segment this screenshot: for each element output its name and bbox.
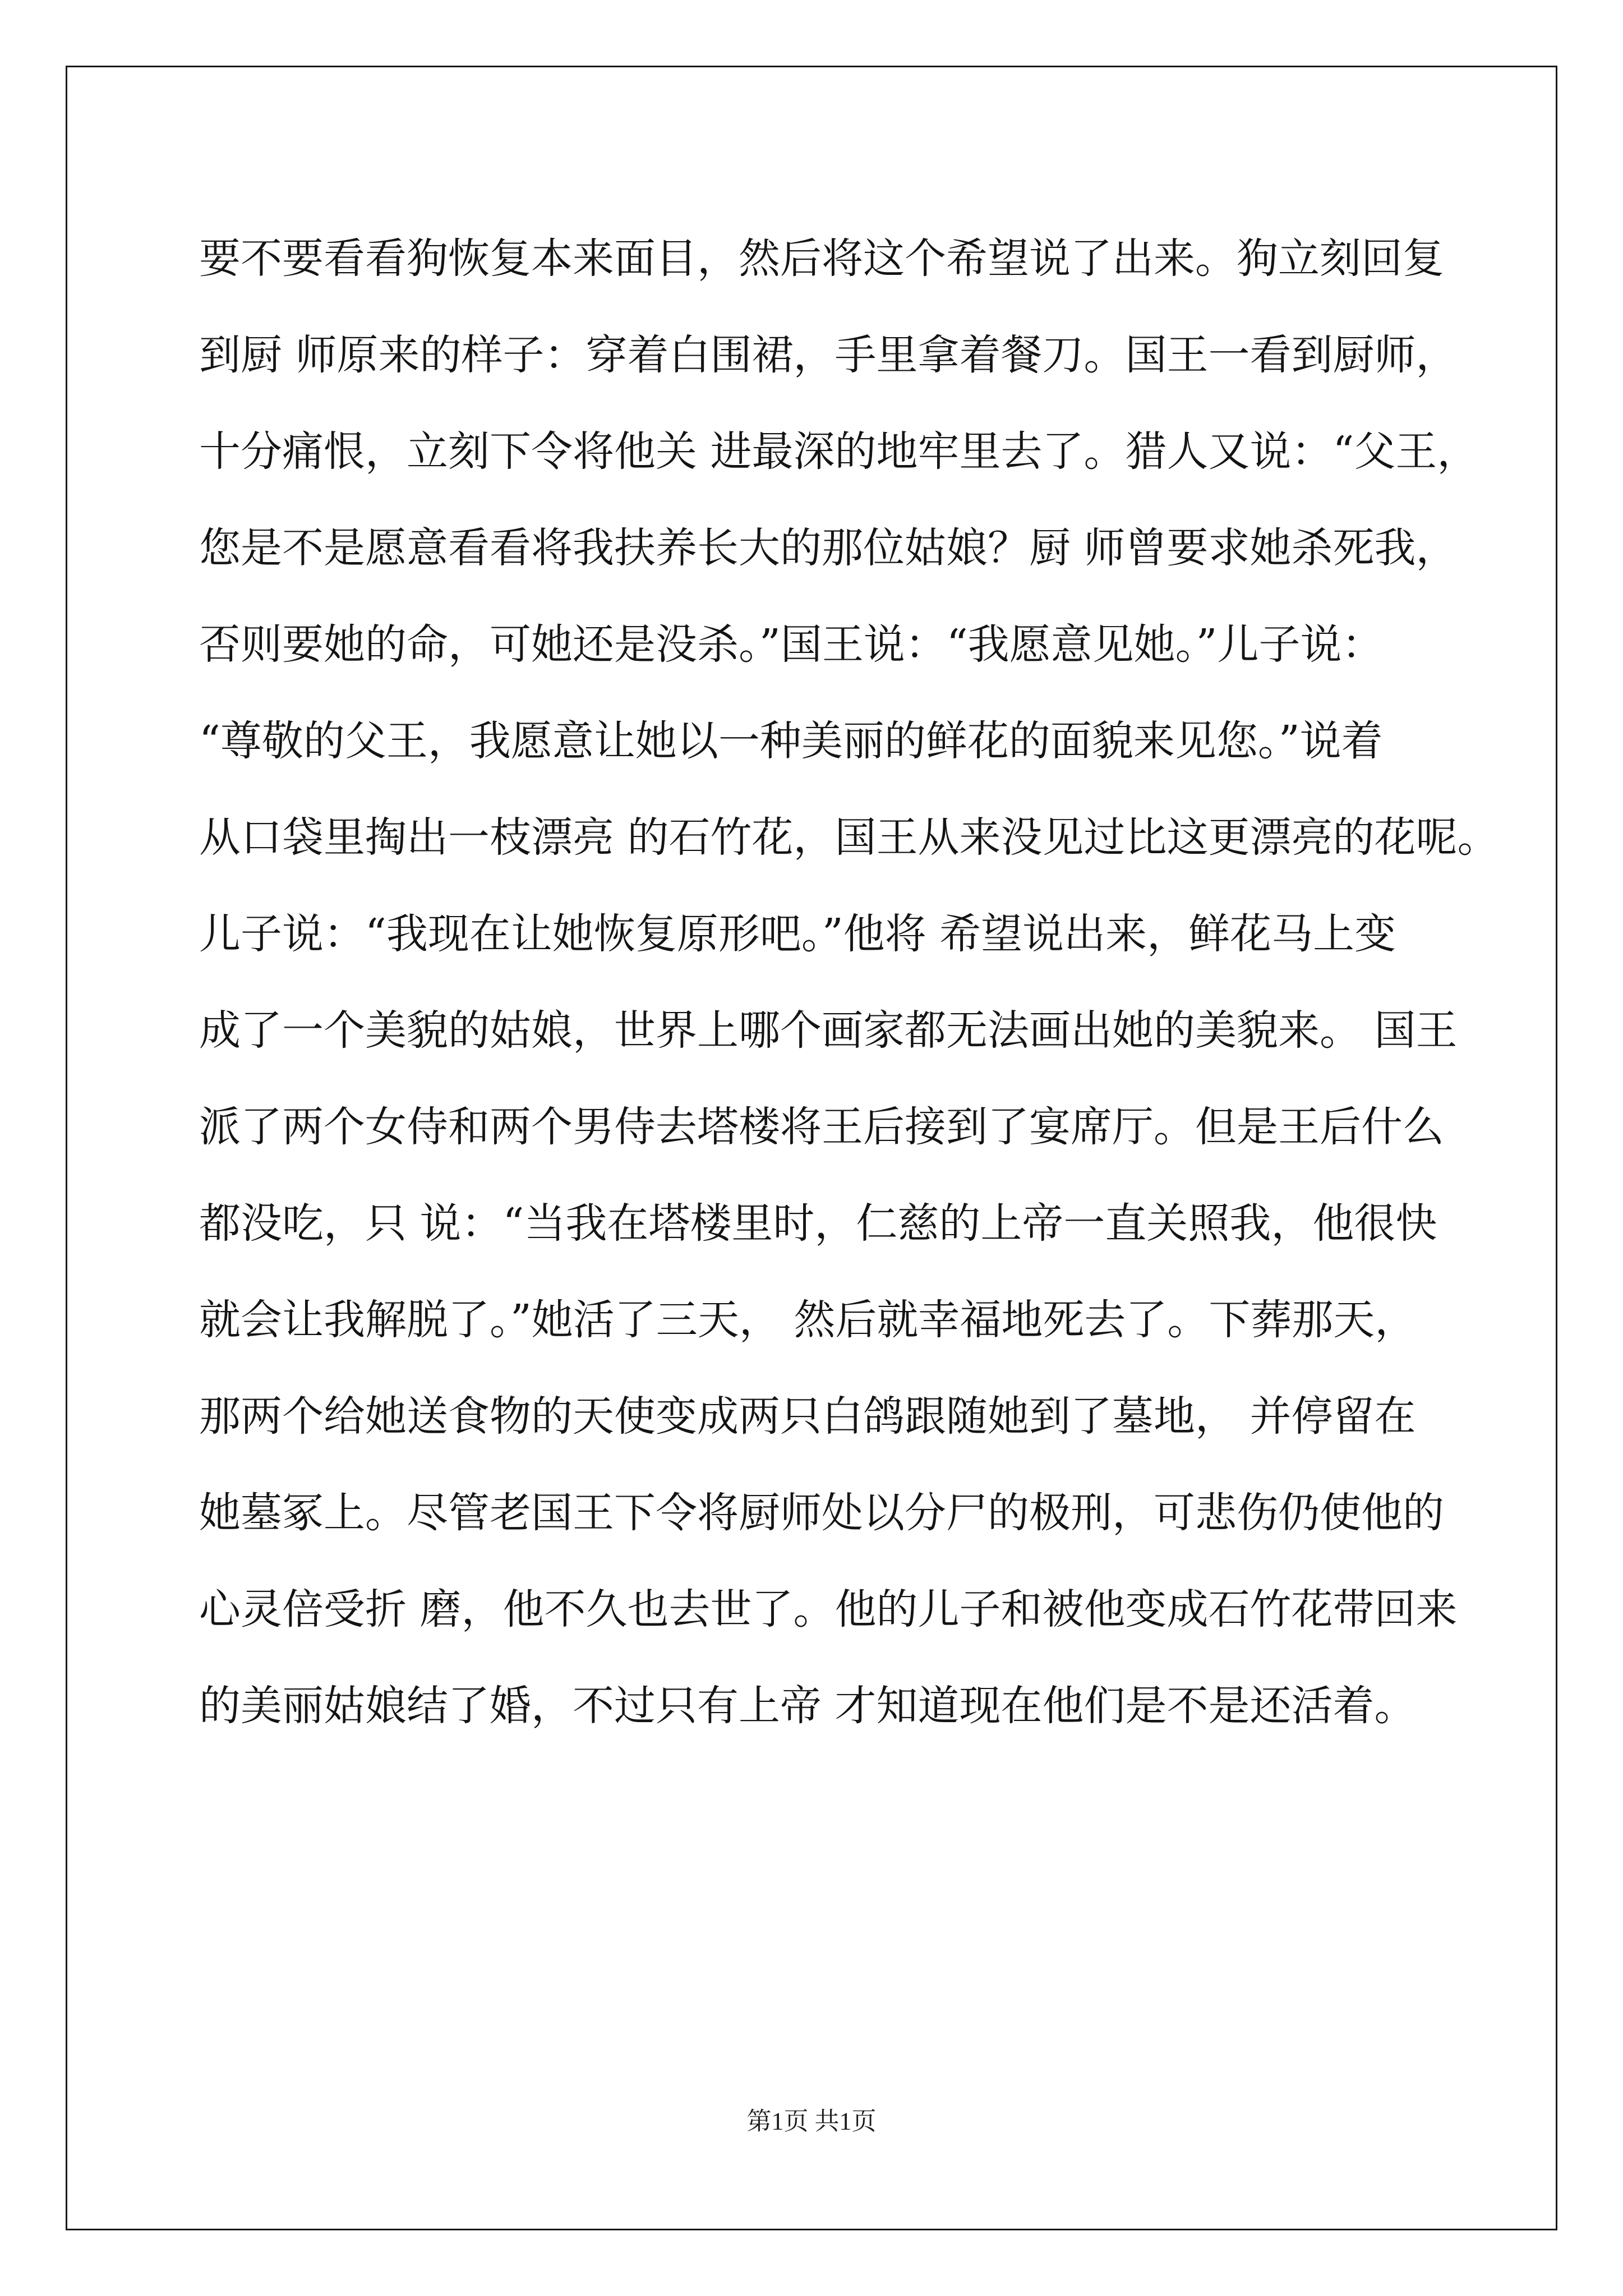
- text-line: 的美丽姑娘结了婚，不过只有上帝 才知道现在他们是不是还活着。: [199, 1682, 1416, 1730]
- text-line: 心灵倍受折 磨，他不久也去世了。他的儿子和被他变成石竹花带回来: [199, 1585, 1458, 1634]
- page-number-footer: 第1页 共1页: [746, 2108, 877, 2135]
- text-line: 成了一个美貌的姑娘，世界上哪个画家都无法画出她的美貌来。 国王: [199, 1006, 1458, 1055]
- text-line: 否则要她的命，可她还是没杀。”国王说：“我愿意见她。”儿子说：: [199, 620, 1384, 669]
- text-line: 派了两个女侍和两个男侍去塔楼将王后接到了宴席厅。但是王后什么: [199, 1103, 1444, 1151]
- text-line: 那两个给她送食物的天使变成两只白鸽跟随她到了墓地， 并停留在: [199, 1392, 1416, 1441]
- text-line: 儿子说：“我现在让她恢复原形吧。”他将 希望说出来，鲜花马上变: [199, 910, 1396, 958]
- text-line: 从口袋里掏出一枝漂亮 的石竹花，国王从来没见过比这更漂亮的花呢。: [199, 813, 1499, 862]
- text-line: “尊敬的父王，我愿意让她以一种美丽的鲜花的面貌来见您。”说着: [199, 717, 1383, 765]
- text-line: 到厨 师原来的样子：穿着白围裙，手里拿着餐刀。国王一看到厨师，: [199, 331, 1458, 379]
- text-line: 要不要看看狗恢复本来面目，然后将这个希望说了出来。狗立刻回复: [199, 234, 1444, 283]
- text-line: 十分痛恨，立刻下令将他关 进最深的地牢里去了。猎人又说：“父王，: [199, 427, 1479, 476]
- text-line: 都没吃，只 说：“当我在塔楼里时，仁慈的上帝一直关照我，他很快: [199, 1199, 1437, 1248]
- text-line: 您是不是愿意看看将我扶养长大的那位姑娘？厨 师曾要求她杀死我，: [199, 524, 1458, 572]
- text-line: 她墓冢上。尽管老国王下令将厨师处以分尸的极刑，可悲伤仍使他的: [199, 1489, 1444, 1537]
- body-text: [199, 210, 1499, 1754]
- text-line: 就会让我解脱了。”她活了三天， 然后就幸福地死去了。下葬那天，: [199, 1296, 1417, 1344]
